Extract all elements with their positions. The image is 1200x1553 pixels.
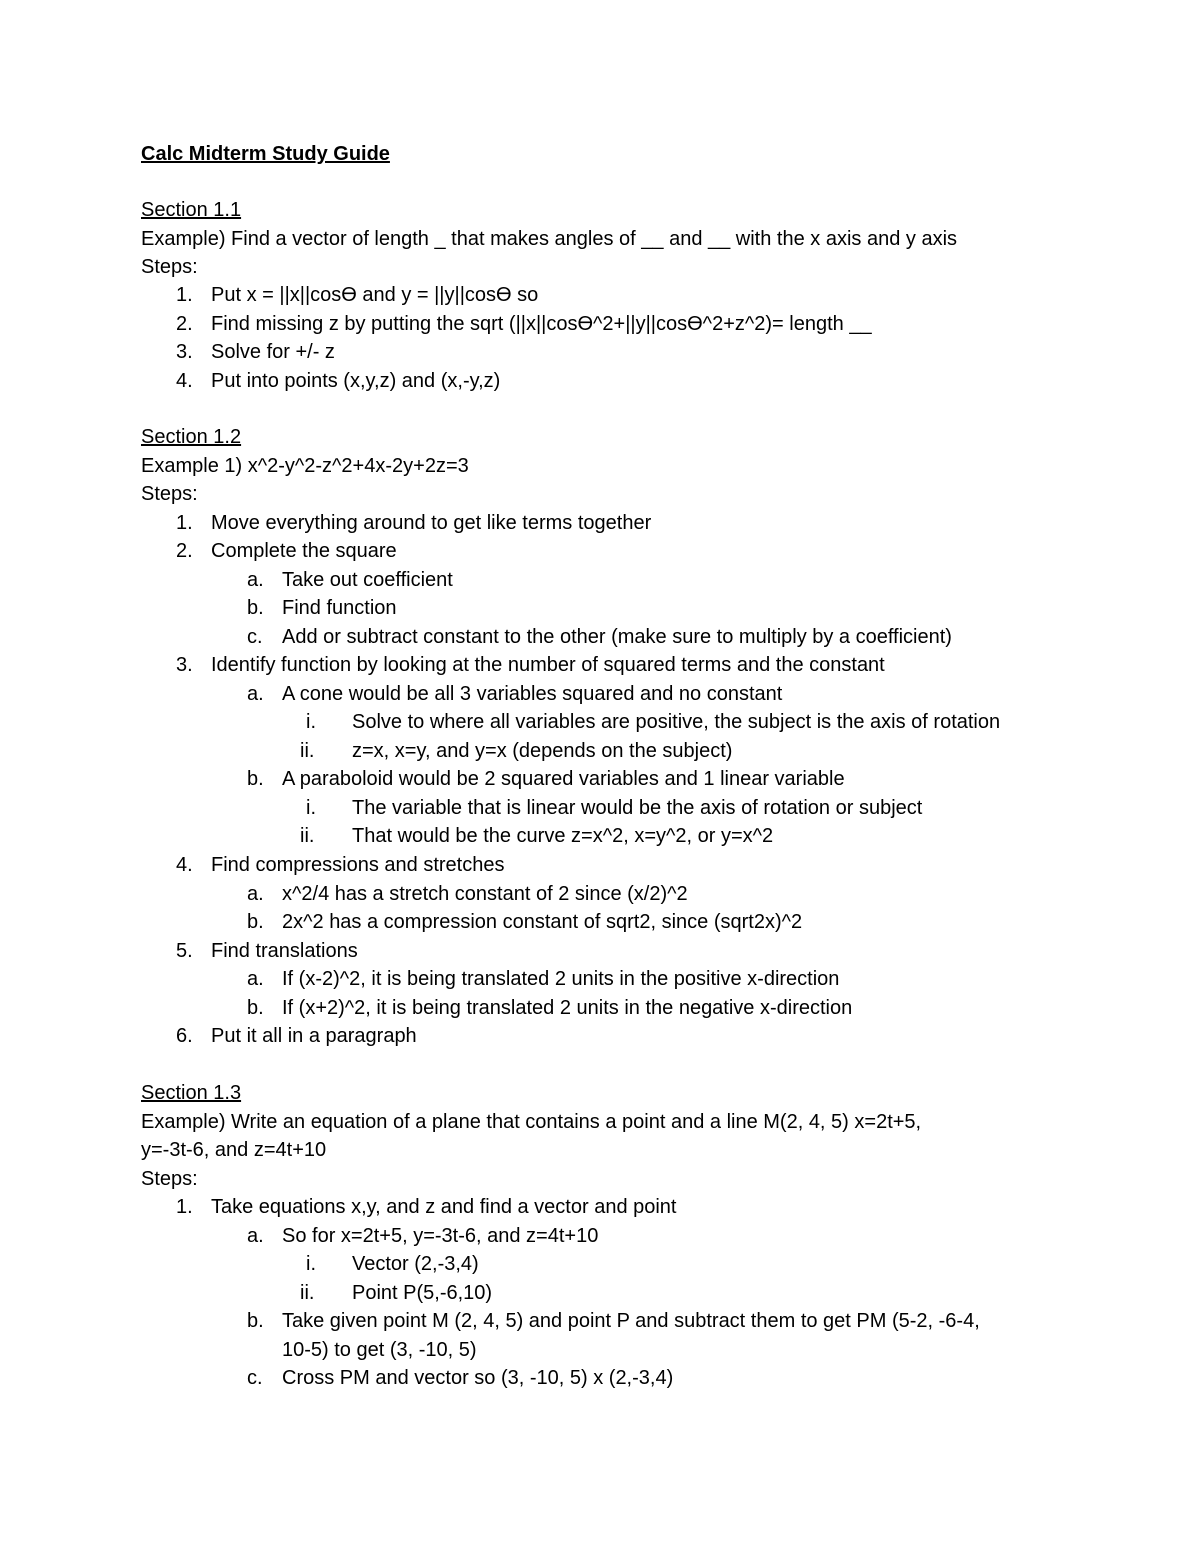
list-item: Cross PM and vector so (3, -10, 5) x (2,-3,4) [282, 1367, 674, 1389]
list-marker: 3. [176, 341, 193, 363]
list-marker: b. [247, 911, 264, 933]
list-marker: b. [247, 997, 264, 1019]
list-item: 2x^2 has a compression constant of sqrt2, since (sqrt2x)^2 [282, 911, 803, 933]
list-marker: a. [247, 1225, 264, 1247]
list-marker: b. [247, 597, 264, 619]
list-item: Solve to where all variables are positive, the subject is the axis of rotation [352, 711, 1001, 733]
list-marker: 6. [176, 1025, 193, 1047]
list-item: Take out coefficient [282, 569, 453, 591]
list-marker: ii. [300, 825, 315, 847]
section-1-3-steps-label: Steps: [141, 1168, 198, 1190]
list-marker: 1. [176, 512, 193, 534]
list-item: The variable that is linear would be the axis of rotation or subject [352, 797, 923, 819]
list-item: Complete the square [211, 540, 397, 562]
section-1-1-example: Example) Find a vector of length _ that makes angles of __ and __ with the x axis and y axis [141, 228, 958, 250]
list-marker: 1. [176, 1196, 193, 1218]
list-item: So for x=2t+5, y=-3t-6, and z=4t+10 [282, 1225, 599, 1247]
list-marker: b. [247, 768, 264, 790]
list-item: z=x, x=y, and y=x (depends on the subject) [352, 740, 733, 762]
list-item: x^2/4 has a stretch constant of 2 since (x/2)^2 [282, 883, 688, 905]
list-marker: ii. [300, 740, 315, 762]
section-1-3-heading: Section 1.3 [141, 1082, 242, 1104]
section-1-2-heading: Section 1.2 [141, 426, 242, 448]
section-1-1-heading: Section 1.1 [141, 199, 242, 221]
list-item: Move everything around to get like terms together [211, 512, 652, 534]
list-marker: 4. [176, 854, 193, 876]
list-item: Point P(5,-6,10) [352, 1282, 493, 1304]
list-item: Find translations [211, 940, 358, 962]
list-item: Put x = ||x||cosϴ and y = ||y||cosϴ so [211, 284, 539, 306]
section-1-3-example-continued: y=-3t-6, and z=4t+10 [141, 1139, 327, 1161]
section-1-2-example: Example 1) x^2-y^2-z^2+4x-2y+2z=3 [141, 455, 469, 477]
list-item: A paraboloid would be 2 squared variables and 1 linear variable [282, 768, 845, 790]
list-marker: a. [247, 683, 264, 705]
list-item-continued: 10-5) to get (3, -10, 5) [282, 1339, 477, 1361]
list-marker: i. [306, 797, 316, 819]
list-marker: 5. [176, 940, 193, 962]
list-marker: a. [247, 569, 264, 591]
list-marker: 3. [176, 654, 193, 676]
list-item: Put it all in a paragraph [211, 1025, 417, 1047]
list-marker: a. [247, 968, 264, 990]
list-item: Find compressions and stretches [211, 854, 505, 876]
list-item: If (x+2)^2, it is being translated 2 units in the negative x-direction [282, 997, 853, 1019]
list-item: Identify function by looking at the number of squared terms and the constant [211, 654, 885, 676]
list-marker: 4. [176, 370, 193, 392]
list-marker: c. [247, 1367, 263, 1389]
list-item: Add or subtract constant to the other (make sure to multiply by a coefficient) [282, 626, 952, 648]
list-item: Vector (2,-3,4) [352, 1253, 479, 1275]
list-item: Solve for +/- z [211, 341, 335, 363]
list-marker: ii. [300, 1282, 315, 1304]
list-marker: b. [247, 1310, 264, 1332]
list-marker: i. [306, 711, 316, 733]
list-marker: 1. [176, 284, 193, 306]
list-marker: 2. [176, 540, 193, 562]
document-title: Calc Midterm Study Guide [141, 143, 390, 165]
list-item: Put into points (x,y,z) and (x,-y,z) [211, 370, 501, 392]
list-item: A cone would be all 3 variables squared and no constant [282, 683, 783, 705]
list-item: If (x-2)^2, it is being translated 2 units in the positive x-direction [282, 968, 840, 990]
list-item: That would be the curve z=x^2, x=y^2, or y=x^2 [352, 825, 774, 847]
list-marker: c. [247, 626, 263, 648]
list-item: Take given point M (2, 4, 5) and point P and subtract them to get PM (5-2, -6-4, [282, 1310, 980, 1332]
list-item: Find missing z by putting the sqrt (||x||cosϴ^2+||y||cosϴ^2+z^2)= length __ [211, 313, 872, 335]
list-marker: i. [306, 1253, 316, 1275]
section-1-3-example: Example) Write an equation of a plane that contains a point and a line M(2, 4, 5) x=2t+5, [141, 1111, 922, 1133]
list-item: Find function [282, 597, 397, 619]
list-marker: a. [247, 883, 264, 905]
section-1-2-steps-label: Steps: [141, 483, 198, 505]
section-1-1-steps-label: Steps: [141, 256, 198, 278]
list-item: Take equations x,y, and z and find a vector and point [211, 1196, 677, 1218]
list-marker: 2. [176, 313, 193, 335]
